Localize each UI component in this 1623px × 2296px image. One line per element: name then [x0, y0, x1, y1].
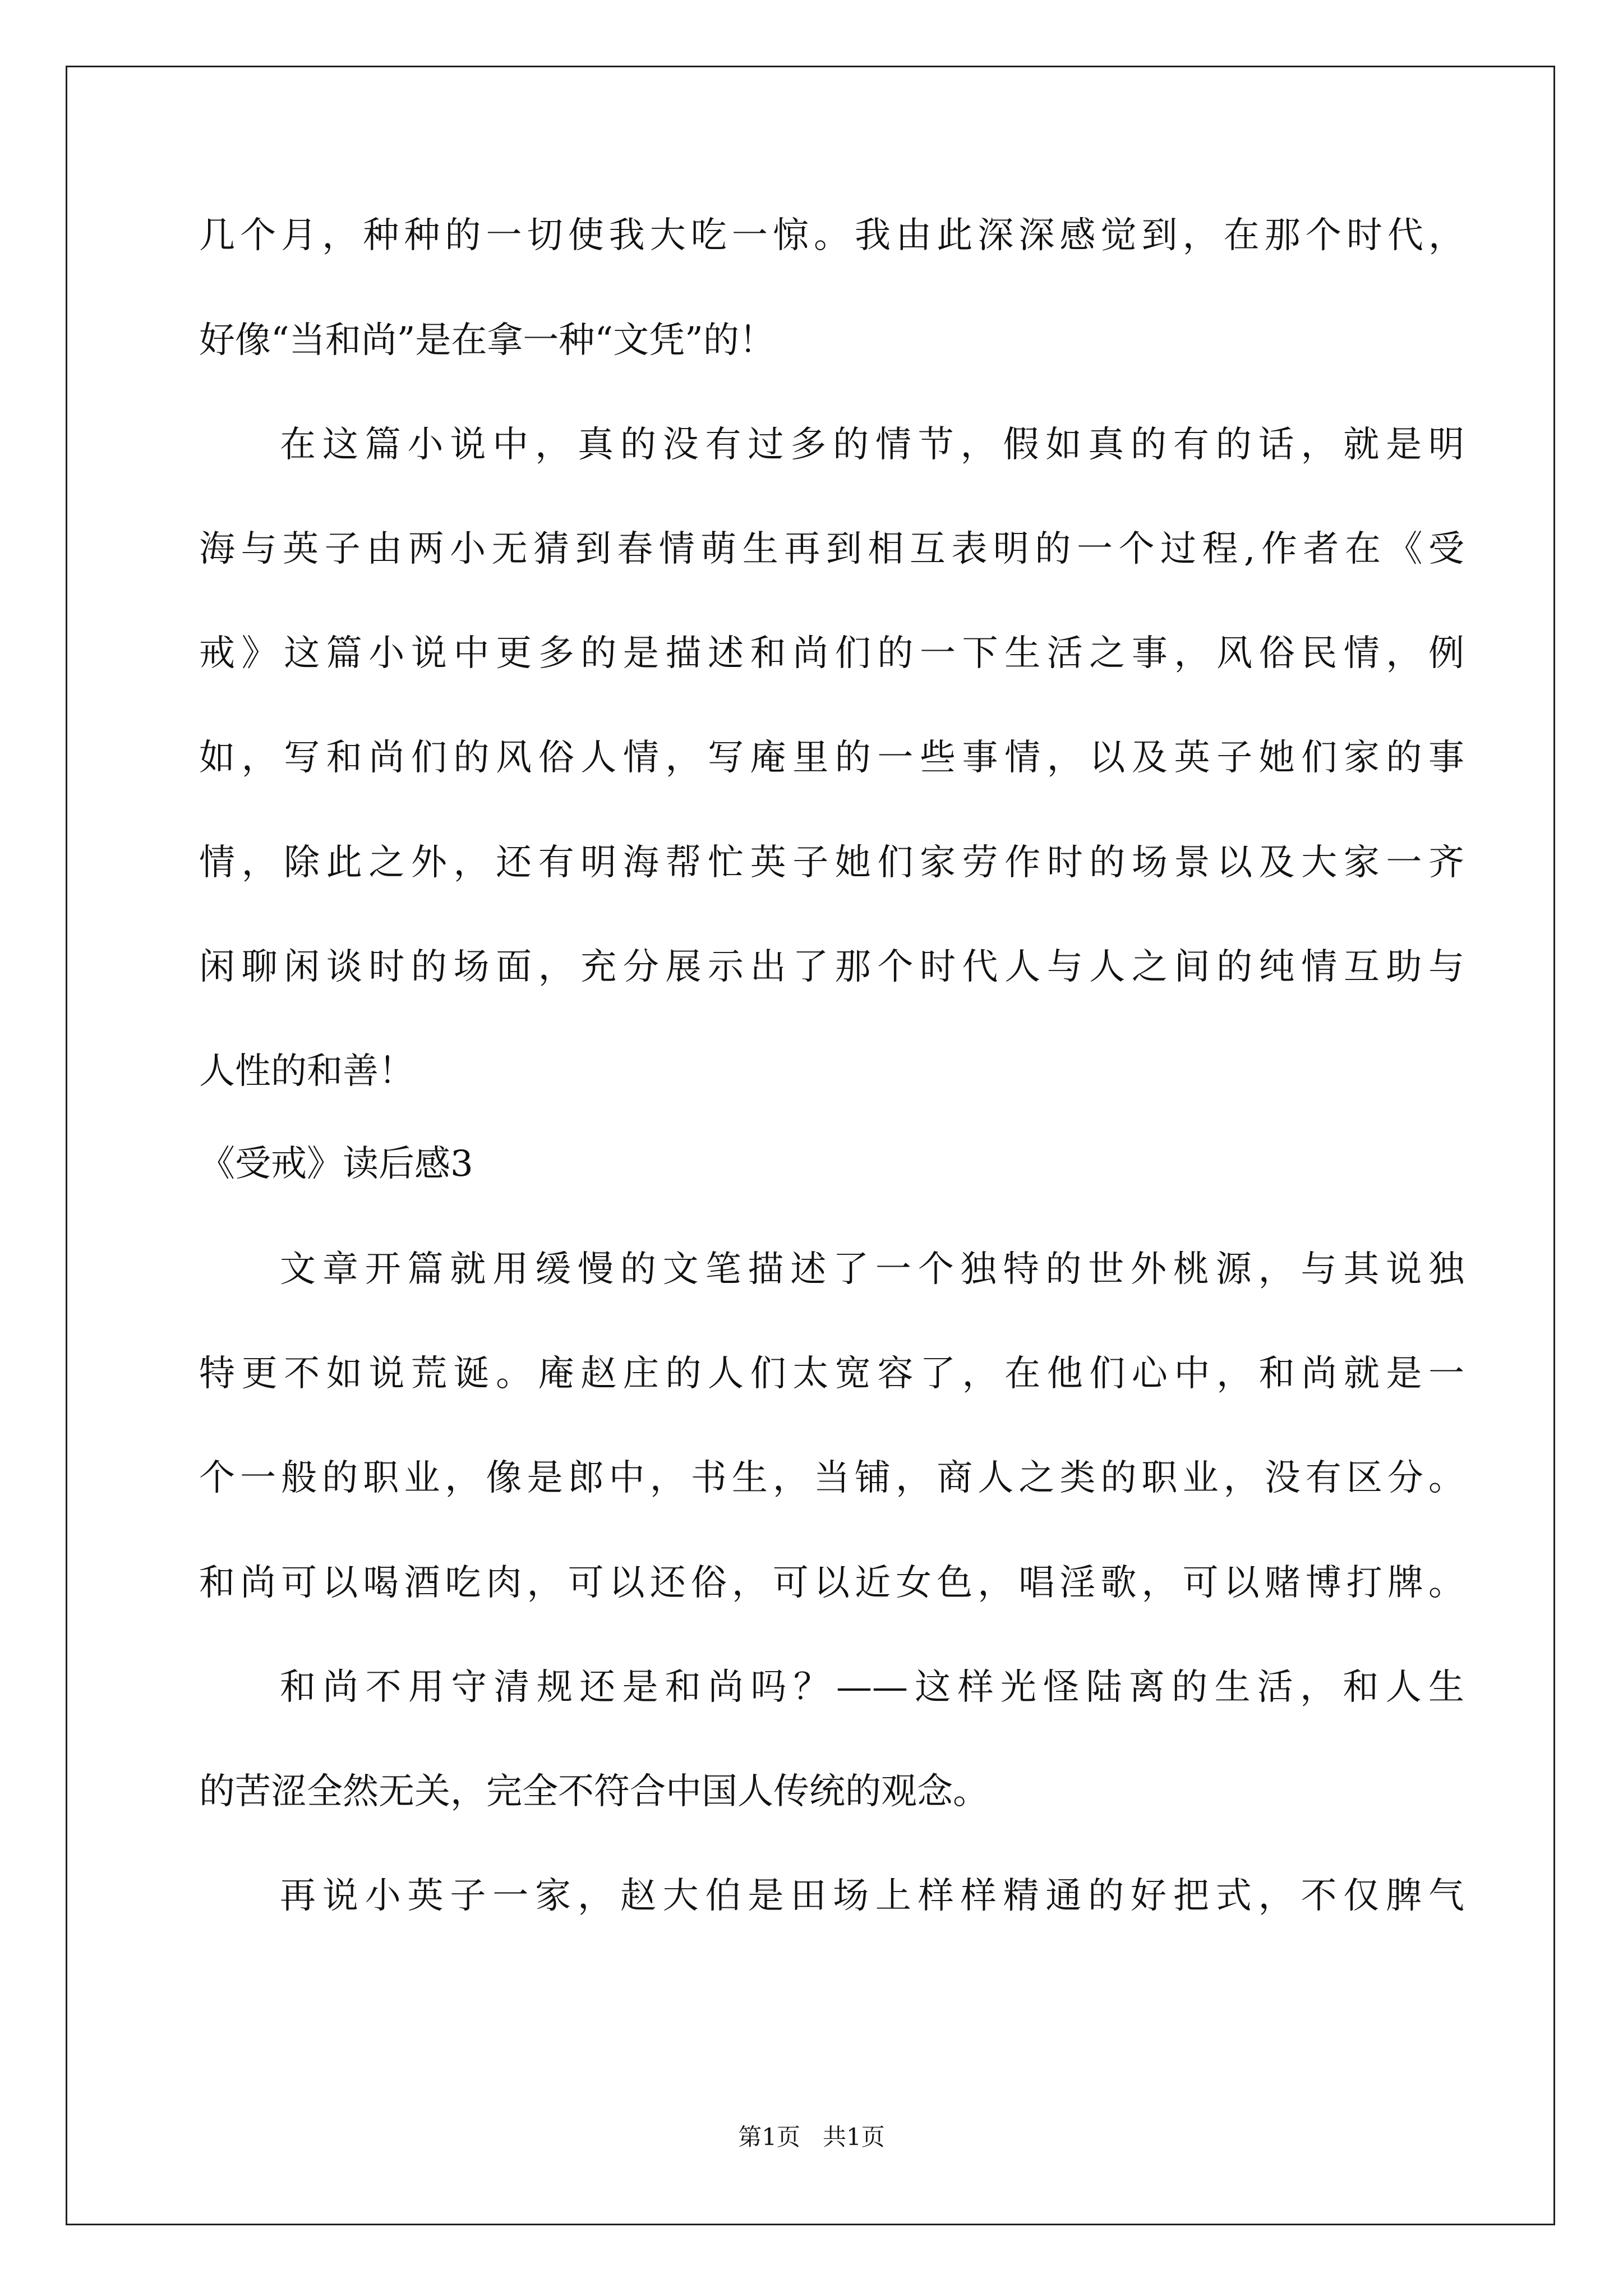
- text-line: 情，除此之外，还有明海帮忙英子她们家劳作时的场景以及大家一齐: [199, 842, 1464, 884]
- paragraph-start-line: 和尚不用守清规还是和尚吗？——这样光怪陆离的生活，和人生: [280, 1667, 1464, 1708]
- paragraph-start-line: 再说小英子一家，赵大伯是田场上样样精通的好把式，不仅脾气: [280, 1875, 1464, 1917]
- text-line: 戒》这篇小说中更多的是描述和尚们的一下生活之事，风俗民情，例: [199, 633, 1464, 674]
- text-line: 个一般的职业，像是郎中，书生，当铺，商人之类的职业，没有区分。: [199, 1457, 1464, 1499]
- text-line: 和尚可以喝酒吃肉，可以还俗，可以近女色，唱淫歌，可以赌博打牌。: [199, 1562, 1464, 1604]
- section-heading: 《受戒》读后感3: [199, 1143, 473, 1185]
- text-line: 闲聊闲谈时的场面，充分展示出了那个时代人与人之间的纯情互助与: [199, 946, 1464, 988]
- text-line: 特更不如说荒诞。庵赵庄的人们太宽容了，在他们心中，和尚就是一: [199, 1353, 1464, 1395]
- text-line: 的苦涩全然无关，完全不符合中国人传统的观念。: [199, 1771, 989, 1812]
- paragraph-start-line: 文章开篇就用缓慢的文笔描述了一个独特的世外桃源，与其说独: [280, 1249, 1464, 1290]
- text-line: 海与英子由两小无猜到春情萌生再到相互表明的一个过程,作者在《受: [199, 528, 1464, 570]
- paragraph-start-line: 在这篇小说中，真的没有过多的情节，假如真的有的话，就是明: [280, 424, 1464, 466]
- page-number-footer: 第1页 共1页: [738, 2123, 885, 2151]
- text-line: 好像“当和尚”是在拿一种“文凭”的！: [199, 320, 775, 361]
- text-line: 如，写和尚们的风俗人情，写庵里的一些事情，以及英子她们家的事: [199, 737, 1464, 779]
- text-line: 几个月，种种的一切使我大吃一惊。我由此深深感觉到，在那个时代，: [199, 215, 1464, 256]
- text-line: 人性的和善！: [199, 1051, 414, 1092]
